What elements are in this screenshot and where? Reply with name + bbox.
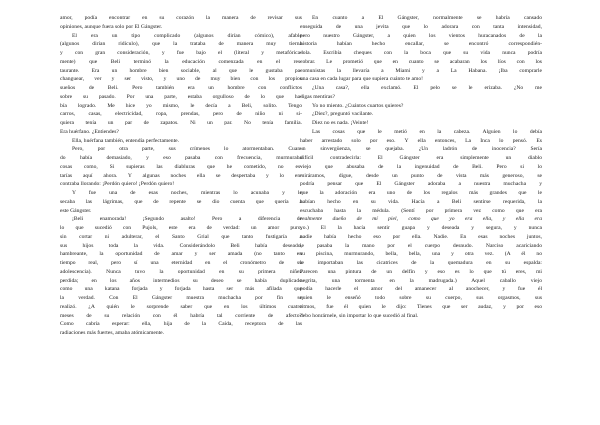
text-line: ¿Diez?, preguntó vacilante. <box>312 111 374 118</box>
text-line: tarías aquí ahora. Y algunas noches ella se despertaba y lo en- <box>60 172 302 179</box>
text-line: quien le enseñó todo sobre su cuerpo, sus orgasmos, sus <box>300 295 542 301</box>
text-line: realmente dueño de mí piel, como que yo era ella, y ella era <box>300 216 542 223</box>
text-line: radiaciones más fuertes, amaba atómicamente. <box>60 330 165 336</box>
text-line: taurante. Era un hombre bien sociable, al que le gustaba pa- <box>60 67 302 74</box>
text-line: su piscina, murmurando, bella, bella, una y otra vez. (A él no <box>300 251 542 258</box>
text-line: secaba las lágrimas, que de repente se dio cuenta que quería a <box>60 198 302 205</box>
text-line: debo honrárnele, sin importar lo que sucedió al final. <box>300 312 419 319</box>
text-line: como una katana forjada y forjada hasta ser más afilada que <box>60 286 302 293</box>
text-line: Diez no es nada. ¡Veinte! <box>312 120 369 126</box>
text-line: opiniones, aunque fuera solo por El Gángster. <box>60 23 163 30</box>
text-line: le importaban las cicatrices de la quemadura en su espalda: <box>300 260 542 266</box>
text-line: sobre su pasado. Por una parte, estaba orgulloso de lo que ha- <box>60 93 302 100</box>
text-line: carros, casas, electricidad, ropa, prendas, pero de niño ni si- <box>60 111 302 118</box>
text-line: sus hijos toda la vida. Considerándolo Beli había deseado, <box>60 242 302 249</box>
text-line: ritmos, fue él quien le dijo: Tienes que ser audaz, y por eso <box>300 303 542 310</box>
text-line: ¡Beli enamorada! ¡Segundo asalto! Pero a diferencia de <box>72 216 302 223</box>
text-line: difícil contradecirla: El Gángster era simplemente un diablo <box>300 155 542 161</box>
text-line: miráramos, digue, desde un punto de vista más generoso, se <box>300 172 542 179</box>
text-line: negrita, una tormenta en la madrugada.) Aquel caballo viejo <box>300 277 542 284</box>
text-line: quiera tenía un par de zapatos. Ni un par. No tenía familia. <box>60 120 302 126</box>
text-line: bía logrado. Me hice yo mismo, le decía a Beli, solito. Tengo <box>60 102 302 109</box>
text-line: podría pensar que El Gángster adoraba a nuestra muchacha y <box>300 181 542 188</box>
text-line: realizó. ¿A quién le sorprende saber que en los últimos cuatro <box>60 303 302 310</box>
text-line: lo que sucedió con Pujols, este era de verdad: un amor puro, <box>60 225 302 231</box>
text-line: haber arrestado solo por eso. Y ella entonces, La Inca lo pensó. Es <box>300 137 542 144</box>
text-line: cosas como, Si supieras las diabluras que he cometido, no es- <box>60 163 302 170</box>
text-line: nadie había hecho eso por ella. Nadie. En esas noches juntos, <box>300 233 542 240</box>
text-line: dola. Escribía cheques con la boca que su vida nunca podría <box>300 50 542 56</box>
text-line: Parecen una pintura de un delfín y eso es lo que tú eres, mi <box>300 268 542 275</box>
text-line: un sinvergüenza, se quejaba. ¿Un ladrón de inocencia? Sería <box>300 146 542 153</box>
text-line: Yo no miento. ¿Cuántos cuartos quieres? <box>312 102 404 109</box>
text-line: sueños de Beli. Pero también era un hombre con conflictos <box>60 85 302 91</box>
text-line: comunistas la llevaría a Miami y a La Habana. ¡Iba comprarle <box>300 67 542 74</box>
text-line: meses de su relación con él habría tal corriente de afecto? <box>60 312 302 319</box>
text-line: Pero, por otra parte, sus crímenes lo atormentaban. Cuan- <box>72 146 302 153</box>
text-line: cobrar. Le prometió que en cuanto se acabaran los líos con los <box>300 58 542 65</box>
text-line: En cuanto a El Gángster, normalmente se habría cansado <box>312 15 542 21</box>
text-line: do había demasiado, y eso pasaba con frecuencia, murmuraba <box>60 155 302 161</box>
text-line: mente) que Beli terminó la educación comenzada en el res- <box>60 58 302 65</box>
text-line: changuear, ver y ser visto, y uno de muy bien con los propios <box>60 76 302 83</box>
text-line: Como cabría esperar: ella, hija de la Caída, receptora de las <box>60 321 302 328</box>
text-line: este Gángster. <box>60 207 92 214</box>
text-line: y con gran consideración, y fue bajo el (literal y metafórica- <box>60 50 302 56</box>
right-page-column <box>300 14 542 320</box>
text-line: ¿Una casa?, ella exclamó. El pelo se le erizaba. ¿No me <box>312 85 542 91</box>
text-line: una casa en cada lugar para que supiera cuánto te amo! <box>300 76 423 83</box>
text-line: yo.) El la hacía sentir guapa y deseada y segura, y nunca <box>300 225 542 231</box>
text-line: escuchaba hasta la médula. (Sentí por primera vez como que era <box>300 207 542 214</box>
text-line: Ella, huérfana también, entendía perfectamente. <box>72 137 180 144</box>
text-line: contraba llorando: ¡Perdón quiero! ¡Perdón quiero! <box>60 181 175 188</box>
text-line: la verdad. Con El Gángster muestra muchacha por fin se <box>60 295 302 301</box>
text-line: hambreante, la oportunidad de amar y ser amada (no tanto en <box>60 251 302 258</box>
text-line: digas mentiras? <box>300 93 335 100</box>
text-line: habían hecho en su vida. Hacía a Beli sentirse requerida, la <box>300 198 542 205</box>
text-line: adolescencia). Nunca tuvo la oportunidad en su primera niñez <box>60 268 302 275</box>
text-line: podía hacerle el amor del amanecer al anochecer, y fue él <box>300 286 542 293</box>
text-line: que la adoración era uno de los regalos más grandes que le <box>300 190 542 196</box>
text-line: perdida; en los años intermedios su deseo se había duplicado <box>60 277 302 284</box>
text-line: le pasaba la mano por el cuerpo desnudo. Narciso acariciando <box>300 242 542 249</box>
text-line: historia habían hecho encallar, se encontró correspondién- <box>300 41 542 48</box>
text-line: Era huérfano. ¿Entiendes? <box>60 128 119 135</box>
text-line: pero nuestro Gángster, a quien los vientos huracanados de la <box>300 32 542 39</box>
text-line: (algunos dirían ridículo), que la trataba de manera muy tierna <box>60 41 302 48</box>
text-line: viejo que abusaba de la ingenuidad de Beli. Pero si lo <box>300 163 542 170</box>
text-line: tiempo real, pero sí una eternidad en el cronómetro de su <box>60 260 302 266</box>
left-page-column <box>60 14 302 338</box>
text-line: sin cortar ni adulterar, el Santo Grial que tanto fustigaría a <box>60 233 302 240</box>
text-line: Las cosas que le metió en la cabeza. Alguien lo debía <box>312 128 542 135</box>
text-line: El era un tipo complicado (algunos dirían cómico), afable <box>72 32 302 39</box>
text-line: amor, podía encontrar en su corazón la manera de revisar sus <box>60 15 302 21</box>
text-line: enseguida de una jevita que lo adorara con tanta intensidad, <box>300 23 542 30</box>
text-line: Y fue una de esas noches, mientras lo acunaba y le <box>72 190 302 196</box>
